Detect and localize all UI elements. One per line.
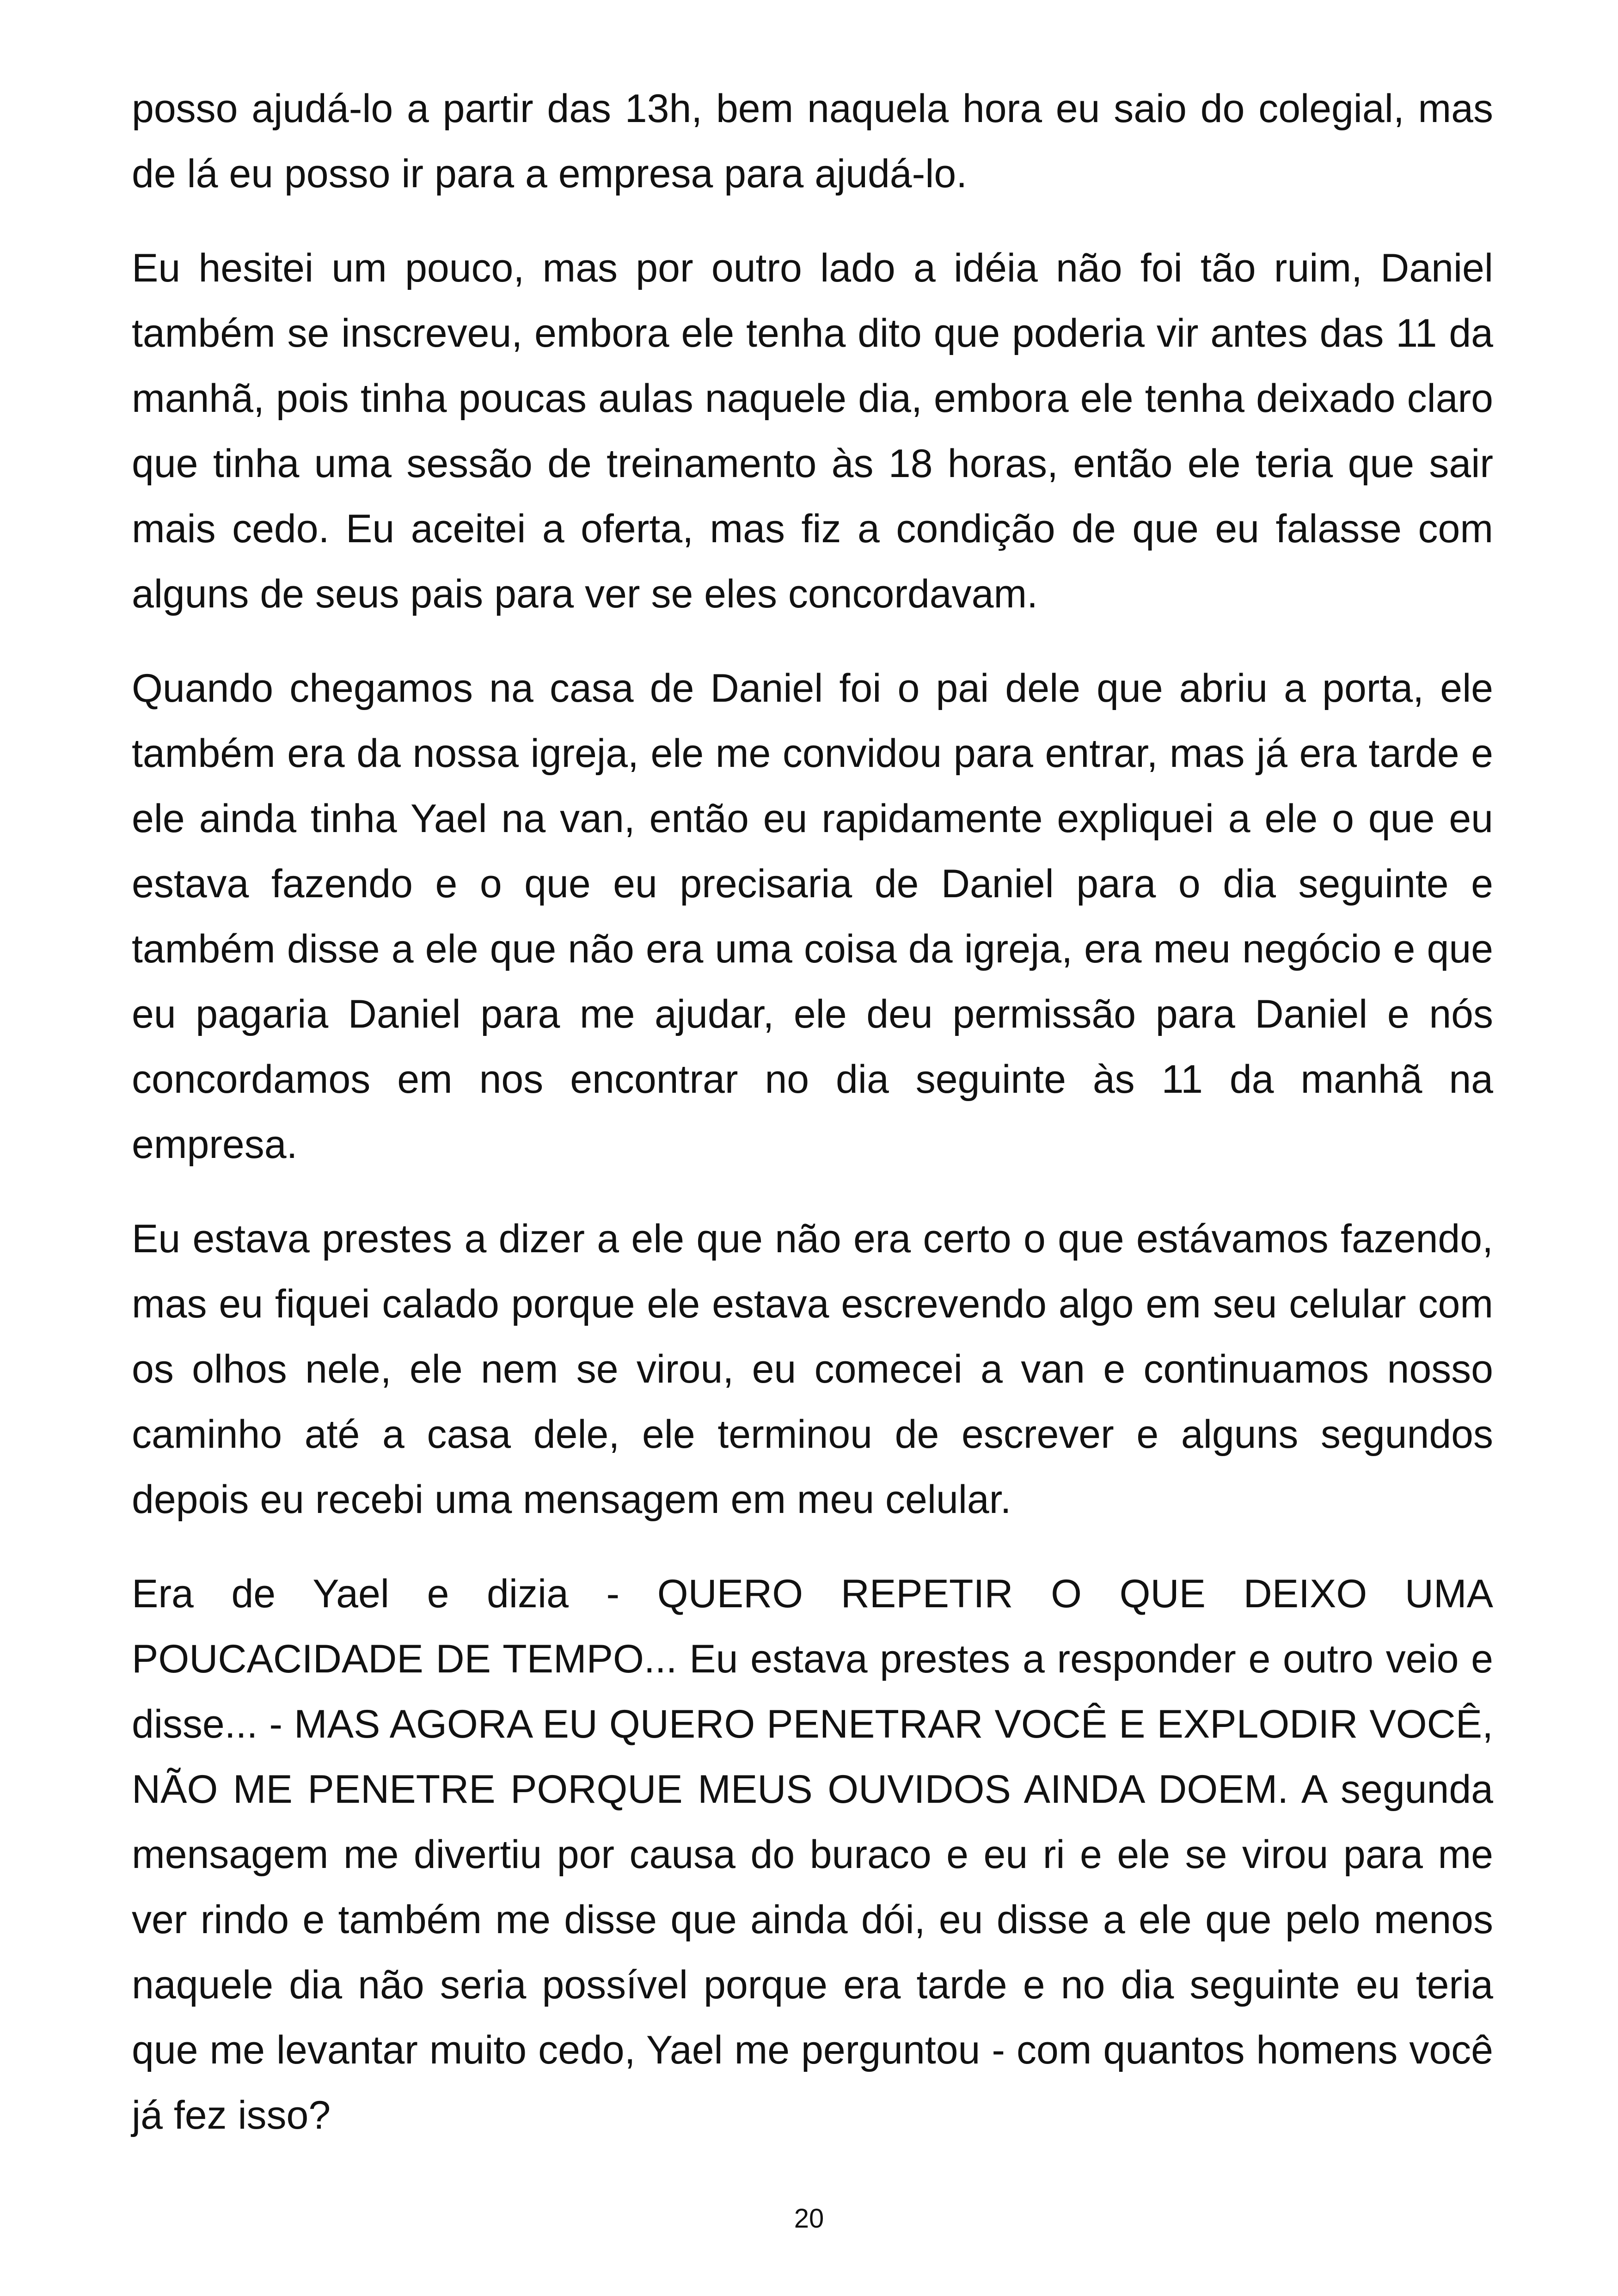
paragraph-2: Eu hesitei um pouco, mas por outro lado a idéia não foi tão ruim, Daniel também se inscreveu, embora ele tenha dito que poderia vir antes das 11 da manhã, pois tinha poucas aulas naquele dia, embora ele tenha deixado claro que tinha uma sessão de treinamento às 18 horas, então ele teria que sair mais cedo. Eu aceitei a oferta, mas fiz a condição de que eu falasse com alguns de seus pais para ver se eles concordavam. xyxy=(132,246,1493,616)
paragraph-5: Era de Yael e dizia - QUERO REPETIR O QUE DEIXO UMA POUCACIDADE DE TEMPO... Eu estava prestes a responder e outro veio e disse... - MAS AGORA EU QUERO PENETRAR VOCÊ E EXPLODIR VOCÊ, NÃO ME PENETRE PORQUE MEUS OUVIDOS AINDA DOEM. A segunda mensagem me divertiu por causa do buraco e eu ri e ele se virou para me ver rindo e também me disse que ainda dói, eu disse a ele que pelo menos naquele dia não seria possível porque era tarde e no dia seguinte eu teria que me levantar muito cedo, Yael me perguntou - com quantos homens você já fez isso? xyxy=(132,1572,1493,2137)
paragraph-3: Quando chegamos na casa de Daniel foi o pai dele que abriu a porta, ele também era da nossa igreja, ele me convidou para entrar, mas já era tarde e ele ainda tinha Yael na van, então eu rapidamente expliquei a ele o que eu estava fazendo e o que eu precisaria de Daniel para o dia seguinte e também disse a ele que não era uma coisa da igreja, era meu negócio e que eu pagaria Daniel para me ajudar, ele deu permissão para Daniel e nós concordamos em nos encontrar no dia seguinte às 11 da manhã na empresa. xyxy=(132,666,1493,1167)
paragraph-1: posso ajudá-lo a partir das 13h, bem naquela hora eu saio do colegial, mas de lá eu posso ir para a empresa para ajudá-lo. xyxy=(132,86,1493,196)
body-text xyxy=(132,76,1493,2148)
page-number: 20 xyxy=(794,2204,824,2234)
paragraph-4: Eu estava prestes a dizer a ele que não era certo o que estávamos fazendo, mas eu fiquei calado porque ele estava escrevendo algo em seu celular com os olhos nele, ele nem se virou, eu comecei a van e continuamos nosso caminho até a casa dele, ele terminou de escrever e alguns segundos depois eu recebi uma mensagem em meu celular. xyxy=(132,1217,1493,1522)
